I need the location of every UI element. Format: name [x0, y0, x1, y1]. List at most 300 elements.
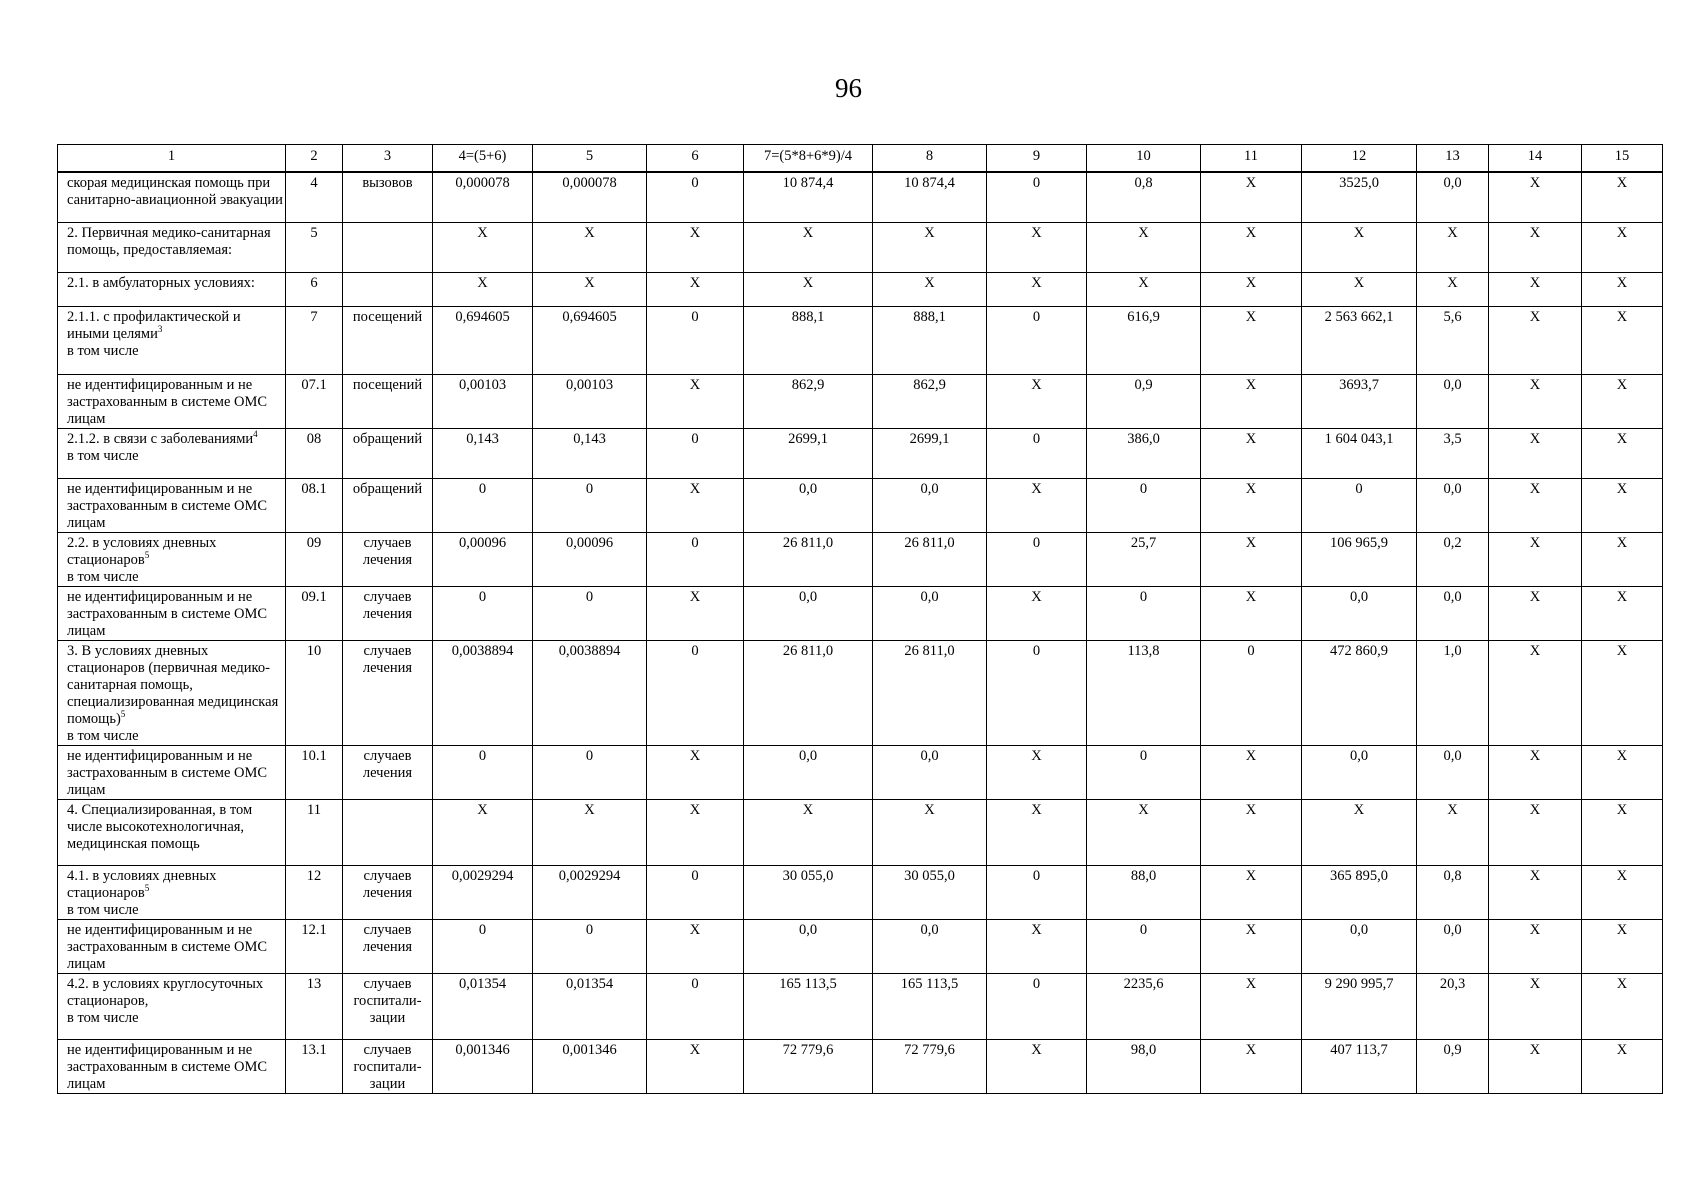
- table-cell: 862,9: [744, 374, 873, 428]
- table-cell: X: [1417, 222, 1489, 272]
- table-cell: 0: [1302, 478, 1417, 532]
- table-cell: 30 055,0: [744, 865, 873, 919]
- row-name: 4.1. в условиях дневных стационаров: [67, 867, 217, 901]
- table-cell: случаев лечения: [343, 640, 433, 745]
- row-name: 2. Первичная медико-санитарная помощь, предоставляемая:: [67, 224, 271, 258]
- table-cell: X: [647, 222, 744, 272]
- header-row: [58, 145, 1663, 173]
- table-cell: 0: [533, 586, 647, 640]
- table-cell: 0: [647, 532, 744, 586]
- table-cell: 0: [987, 865, 1087, 919]
- table-row: [58, 745, 1663, 799]
- table-row: [58, 306, 1663, 374]
- table-cell: 0: [533, 478, 647, 532]
- row-name: не идентифицированным и не застрахованным в системе ОМС лицам: [67, 1041, 268, 1092]
- table-cell: X: [1201, 919, 1302, 973]
- table-cell: 0: [647, 865, 744, 919]
- table-row: [58, 865, 1663, 919]
- table-cell: 0: [1201, 640, 1302, 745]
- table-cell: 0: [433, 745, 533, 799]
- row-name-suffix: в том числе: [67, 727, 139, 744]
- row-name-suffix: в том числе: [67, 342, 139, 359]
- row-name-cell: [58, 222, 286, 272]
- table-cell: 0,0: [1417, 172, 1489, 222]
- table-cell: 0,000078: [433, 172, 533, 222]
- table-cell: X: [1582, 306, 1663, 374]
- table-cell: X: [1302, 272, 1417, 306]
- table-row: [58, 374, 1663, 428]
- table-cell: 88,0: [1087, 865, 1201, 919]
- header-cell: 7=(5*8+6*9)/4: [744, 145, 873, 173]
- table-cell: 386,0: [1087, 428, 1201, 478]
- table-cell: 0,0: [744, 478, 873, 532]
- table-cell: X: [1087, 222, 1201, 272]
- table-cell: 888,1: [873, 306, 987, 374]
- row-name-suffix: в том числе: [67, 901, 139, 918]
- table-cell: X: [1201, 745, 1302, 799]
- row-name: не идентифицированным и не застрахованным в системе ОМС лицам: [67, 376, 268, 427]
- header-cell: 12: [1302, 145, 1417, 173]
- table-cell: 10 874,4: [873, 172, 987, 222]
- table-row: [58, 428, 1663, 478]
- table-row: [58, 532, 1663, 586]
- table-cell: 0: [647, 640, 744, 745]
- table-cell: X: [1489, 973, 1582, 1039]
- table-cell: X: [1201, 172, 1302, 222]
- table-cell: X: [1582, 478, 1663, 532]
- table-cell: 7: [286, 306, 343, 374]
- table-cell: 20,3: [1417, 973, 1489, 1039]
- table-cell: X: [1302, 222, 1417, 272]
- table-cell: 0,694605: [533, 306, 647, 374]
- table-cell: X: [1582, 973, 1663, 1039]
- table-cell: X: [1582, 865, 1663, 919]
- table-cell: X: [1489, 640, 1582, 745]
- table-cell: случаев лечения: [343, 532, 433, 586]
- table-cell: X: [1201, 532, 1302, 586]
- table-cell: 106 965,9: [1302, 532, 1417, 586]
- table-cell: 0,0038894: [533, 640, 647, 745]
- table-cell: 0: [987, 306, 1087, 374]
- table-row: [58, 973, 1663, 1039]
- table-cell: 0: [533, 919, 647, 973]
- table-cell: 0: [987, 172, 1087, 222]
- table-cell: X: [1489, 919, 1582, 973]
- row-name-cell: [58, 306, 286, 374]
- table-cell: 1 604 043,1: [1302, 428, 1417, 478]
- table-cell: X: [987, 478, 1087, 532]
- table-cell: X: [873, 272, 987, 306]
- header-cell: 10: [1087, 145, 1201, 173]
- table-cell: 0,2: [1417, 532, 1489, 586]
- table-cell: X: [987, 745, 1087, 799]
- table-cell: 0: [433, 478, 533, 532]
- table-cell: 0: [433, 586, 533, 640]
- table-cell: 30 055,0: [873, 865, 987, 919]
- header-cell: 1: [58, 145, 286, 173]
- table-cell: 11: [286, 799, 343, 865]
- table-cell: 0: [1087, 478, 1201, 532]
- row-name-suffix: в том числе: [67, 1009, 139, 1026]
- table-cell: 1,0: [1417, 640, 1489, 745]
- header-cell: 2: [286, 145, 343, 173]
- table-cell: случаев лечения: [343, 745, 433, 799]
- table-cell: обращений: [343, 478, 433, 532]
- table-cell: 0: [987, 973, 1087, 1039]
- table-cell: X: [647, 586, 744, 640]
- row-name-cell: [58, 919, 286, 973]
- table-cell: X: [1201, 586, 1302, 640]
- table-cell: 12: [286, 865, 343, 919]
- row-name: 2.1. в амбулаторных условиях:: [67, 274, 255, 291]
- table-cell: 2699,1: [873, 428, 987, 478]
- table-cell: 0,00103: [533, 374, 647, 428]
- table-cell: 165 113,5: [873, 973, 987, 1039]
- table-cell: 07.1: [286, 374, 343, 428]
- table-cell: X: [1489, 532, 1582, 586]
- row-name-cell: [58, 374, 286, 428]
- table-cell: X: [987, 272, 1087, 306]
- table-cell: X: [1201, 222, 1302, 272]
- table-cell: X: [1582, 172, 1663, 222]
- table-cell: X: [1489, 374, 1582, 428]
- table-cell: 0,0: [1417, 478, 1489, 532]
- page-number: 96: [835, 73, 862, 103]
- table-cell: 365 895,0: [1302, 865, 1417, 919]
- table-cell: X: [1087, 272, 1201, 306]
- footnote-marker: 5: [120, 708, 126, 719]
- table-cell: 0,0029294: [433, 865, 533, 919]
- table-cell: X: [744, 222, 873, 272]
- table-cell: X: [1489, 586, 1582, 640]
- row-name-suffix: в том числе: [67, 568, 139, 585]
- table-cell: X: [647, 374, 744, 428]
- table-cell: 0: [987, 640, 1087, 745]
- table-cell: 0,01354: [433, 973, 533, 1039]
- table-cell: 0,0: [1417, 745, 1489, 799]
- table-cell: 0,0: [873, 586, 987, 640]
- header-cell: 14: [1489, 145, 1582, 173]
- row-name-cell: [58, 799, 286, 865]
- table-cell: 0,0: [744, 919, 873, 973]
- table-cell: 0,0038894: [433, 640, 533, 745]
- table-cell: X: [987, 222, 1087, 272]
- table-row: [58, 640, 1663, 745]
- table-row: [58, 586, 1663, 640]
- table-cell: 2235,6: [1087, 973, 1201, 1039]
- table-cell: X: [1489, 172, 1582, 222]
- table-cell: 13.1: [286, 1039, 343, 1093]
- footnote-marker: 5: [144, 882, 150, 893]
- table-cell: X: [647, 272, 744, 306]
- table-cell: обращений: [343, 428, 433, 478]
- table-cell: 0,0: [1302, 745, 1417, 799]
- table-cell: 0,8: [1087, 172, 1201, 222]
- table-cell: 0,0: [744, 586, 873, 640]
- row-name: 4. Специализированная, в том числе высокотехнологичная, медицинская помощь: [67, 801, 253, 852]
- table-cell: 09.1: [286, 586, 343, 640]
- table-cell: 25,7: [1087, 532, 1201, 586]
- table-cell: X: [873, 799, 987, 865]
- table-cell: 2699,1: [744, 428, 873, 478]
- header-cell: 9: [987, 145, 1087, 173]
- table-cell: 0,0: [873, 478, 987, 532]
- table-cell: X: [433, 222, 533, 272]
- footnote-marker: 4: [253, 428, 258, 439]
- table-cell: 0,001346: [533, 1039, 647, 1093]
- row-name-suffix: в том числе: [67, 447, 139, 464]
- table-cell: X: [1302, 799, 1417, 865]
- table-cell: X: [1582, 272, 1663, 306]
- table-cell: X: [873, 222, 987, 272]
- table-cell: 0,00096: [533, 532, 647, 586]
- table-cell: X: [647, 799, 744, 865]
- table-cell: X: [1582, 1039, 1663, 1093]
- table-cell: 72 779,6: [744, 1039, 873, 1093]
- table-cell: 0,0: [744, 745, 873, 799]
- footnote-marker: 3: [157, 323, 163, 334]
- table-row: [58, 919, 1663, 973]
- table-cell: X: [744, 799, 873, 865]
- table-cell: 0,8: [1417, 865, 1489, 919]
- row-name-cell: [58, 172, 286, 222]
- row-name: 2.1.2. в связи с заболеваниями: [67, 430, 254, 447]
- table-cell: 0,694605: [433, 306, 533, 374]
- table-cell: 0: [987, 532, 1087, 586]
- table-cell: 0: [533, 745, 647, 799]
- table-cell: X: [1582, 640, 1663, 745]
- table-cell: X: [1417, 272, 1489, 306]
- table-cell: X: [1201, 865, 1302, 919]
- table-cell: 0,000078: [533, 172, 647, 222]
- row-name: 2.2. в условиях дневных стационаров: [67, 534, 217, 568]
- table-cell: 0: [433, 919, 533, 973]
- table-cell: 0,9: [1087, 374, 1201, 428]
- header-cell: 8: [873, 145, 987, 173]
- row-name: 3. В условиях дневных стационаров (первичная медико-санитарная помощь, специализированная медицинская помощь): [67, 642, 279, 727]
- table-cell: 0: [647, 973, 744, 1039]
- row-name: 4.2. в условиях круглосуточных стационаров,: [67, 975, 264, 1009]
- table-cell: 0: [647, 306, 744, 374]
- table-cell: 0: [647, 172, 744, 222]
- table-cell: посещений: [343, 374, 433, 428]
- table-cell: 26 811,0: [744, 532, 873, 586]
- table-row: [58, 1039, 1663, 1093]
- row-name-cell: [58, 478, 286, 532]
- table-cell: 72 779,6: [873, 1039, 987, 1093]
- table-cell: 3,5: [1417, 428, 1489, 478]
- table-cell: 165 113,5: [744, 973, 873, 1039]
- table-cell: 26 811,0: [873, 640, 987, 745]
- table-cell: X: [744, 272, 873, 306]
- table-cell: X: [1582, 919, 1663, 973]
- table-cell: 13: [286, 973, 343, 1039]
- header-cell: 13: [1417, 145, 1489, 173]
- table-cell: случаев госпитали-зации: [343, 973, 433, 1039]
- table-cell: X: [433, 799, 533, 865]
- data-table: [57, 144, 1663, 1094]
- table-cell: 0,00096: [433, 532, 533, 586]
- table-cell: X: [1582, 586, 1663, 640]
- table-cell: 98,0: [1087, 1039, 1201, 1093]
- table-cell: 0,0: [1302, 586, 1417, 640]
- table-cell: 0,0: [873, 919, 987, 973]
- row-name-cell: [58, 865, 286, 919]
- table-cell: X: [1582, 374, 1663, 428]
- table-cell: X: [647, 1039, 744, 1093]
- table-cell: 2 563 662,1: [1302, 306, 1417, 374]
- table-cell: X: [1201, 1039, 1302, 1093]
- table-cell: 0,001346: [433, 1039, 533, 1093]
- row-name: не идентифицированным и не застрахованным в системе ОМС лицам: [67, 747, 268, 798]
- header-cell: 15: [1582, 145, 1663, 173]
- table-cell: X: [1087, 799, 1201, 865]
- table-cell: X: [533, 799, 647, 865]
- header-cell: 5: [533, 145, 647, 173]
- table-cell: 0: [1087, 745, 1201, 799]
- table-cell: X: [1489, 865, 1582, 919]
- table-cell: X: [987, 1039, 1087, 1093]
- table-cell: 0: [987, 428, 1087, 478]
- table-cell: 0,00103: [433, 374, 533, 428]
- row-name: скорая медицинская помощь при санитарно-авиационной эвакуации: [67, 175, 283, 208]
- table-cell: [343, 272, 433, 306]
- table-cell: X: [433, 272, 533, 306]
- table-cell: 0,0: [873, 745, 987, 799]
- table-cell: 9 290 995,7: [1302, 973, 1417, 1039]
- table-cell: X: [647, 919, 744, 973]
- row-name: не идентифицированным и не застрахованным в системе ОМС лицам: [67, 588, 268, 639]
- table-cell: 407 113,7: [1302, 1039, 1417, 1093]
- table-row: [58, 172, 1663, 222]
- table-cell: 0,0029294: [533, 865, 647, 919]
- table-cell: 6: [286, 272, 343, 306]
- table-cell: X: [1582, 222, 1663, 272]
- table-cell: 5,6: [1417, 306, 1489, 374]
- table-cell: 0,0: [1417, 586, 1489, 640]
- table-cell: 0,01354: [533, 973, 647, 1039]
- table-cell: X: [647, 478, 744, 532]
- table-row: [58, 478, 1663, 532]
- row-name-cell: [58, 532, 286, 586]
- row-name: не идентифицированным и не застрахованным в системе ОМС лицам: [67, 921, 268, 972]
- row-name-cell: [58, 1039, 286, 1093]
- header-cell: 6: [647, 145, 744, 173]
- table-cell: 862,9: [873, 374, 987, 428]
- table-cell: 10: [286, 640, 343, 745]
- table-cell: 0,143: [533, 428, 647, 478]
- table-cell: 472 860,9: [1302, 640, 1417, 745]
- table-cell: X: [1201, 973, 1302, 1039]
- table-cell: X: [1582, 532, 1663, 586]
- table-cell: X: [533, 222, 647, 272]
- table-cell: X: [1201, 478, 1302, 532]
- table-cell: случаев лечения: [343, 865, 433, 919]
- table-cell: X: [1201, 428, 1302, 478]
- table-cell: [343, 222, 433, 272]
- table-cell: X: [1489, 478, 1582, 532]
- table-cell: 5: [286, 222, 343, 272]
- table-cell: 616,9: [1087, 306, 1201, 374]
- table-cell: X: [1489, 272, 1582, 306]
- footnote-marker: 5: [144, 549, 150, 560]
- table-cell: 0: [647, 428, 744, 478]
- table-cell: случаев лечения: [343, 919, 433, 973]
- table-cell: X: [647, 745, 744, 799]
- table-cell: X: [1582, 428, 1663, 478]
- row-name-cell: [58, 272, 286, 306]
- table-cell: случаев лечения: [343, 586, 433, 640]
- table-cell: 888,1: [744, 306, 873, 374]
- table-cell: X: [987, 919, 1087, 973]
- row-name-cell: [58, 973, 286, 1039]
- row-name-cell: [58, 640, 286, 745]
- header-cell: 11: [1201, 145, 1302, 173]
- table-cell: 0,143: [433, 428, 533, 478]
- table-cell: 08.1: [286, 478, 343, 532]
- table-cell: X: [1489, 306, 1582, 374]
- table-cell: 12.1: [286, 919, 343, 973]
- table-cell: 0: [1087, 919, 1201, 973]
- table-cell: X: [1201, 374, 1302, 428]
- table-cell: X: [987, 374, 1087, 428]
- table-cell: посещений: [343, 306, 433, 374]
- table-cell: вызовов: [343, 172, 433, 222]
- table-cell: X: [987, 586, 1087, 640]
- row-name: 2.1.1. с профилактической и иными целями: [67, 308, 241, 342]
- table-cell: 10 874,4: [744, 172, 873, 222]
- table-cell: 0,0: [1302, 919, 1417, 973]
- table-cell: 113,8: [1087, 640, 1201, 745]
- table-cell: 0,9: [1417, 1039, 1489, 1093]
- table-cell: 09: [286, 532, 343, 586]
- table-cell: X: [533, 272, 647, 306]
- table-row: [58, 799, 1663, 865]
- table-row: [58, 222, 1663, 272]
- table-cell: случаев госпитали-зации: [343, 1039, 433, 1093]
- table-cell: 26 811,0: [744, 640, 873, 745]
- table-cell: X: [1489, 222, 1582, 272]
- table-cell: X: [1417, 799, 1489, 865]
- row-name-cell: [58, 428, 286, 478]
- table-cell: 10.1: [286, 745, 343, 799]
- table-cell: 0,0: [1417, 919, 1489, 973]
- table-cell: X: [1489, 428, 1582, 478]
- table-cell: 08: [286, 428, 343, 478]
- table-cell: 0,0: [1417, 374, 1489, 428]
- table-cell: X: [1582, 745, 1663, 799]
- row-name-cell: [58, 745, 286, 799]
- table-row: [58, 272, 1663, 306]
- table-cell: 3693,7: [1302, 374, 1417, 428]
- table-cell: 26 811,0: [873, 532, 987, 586]
- header-cell: 3: [343, 145, 433, 173]
- table-cell: X: [1201, 306, 1302, 374]
- row-name: не идентифицированным и не застрахованным в системе ОМС лицам: [67, 480, 268, 531]
- table-cell: X: [987, 799, 1087, 865]
- table-cell: X: [1582, 799, 1663, 865]
- table-cell: 0: [1087, 586, 1201, 640]
- table-cell: X: [1489, 1039, 1582, 1093]
- table-cell: X: [1201, 272, 1302, 306]
- table-cell: X: [1489, 745, 1582, 799]
- table-cell: X: [1489, 799, 1582, 865]
- table-cell: [343, 799, 433, 865]
- row-name-cell: [58, 586, 286, 640]
- table-cell: X: [1201, 799, 1302, 865]
- table-cell: 3525,0: [1302, 172, 1417, 222]
- table-cell: 4: [286, 172, 343, 222]
